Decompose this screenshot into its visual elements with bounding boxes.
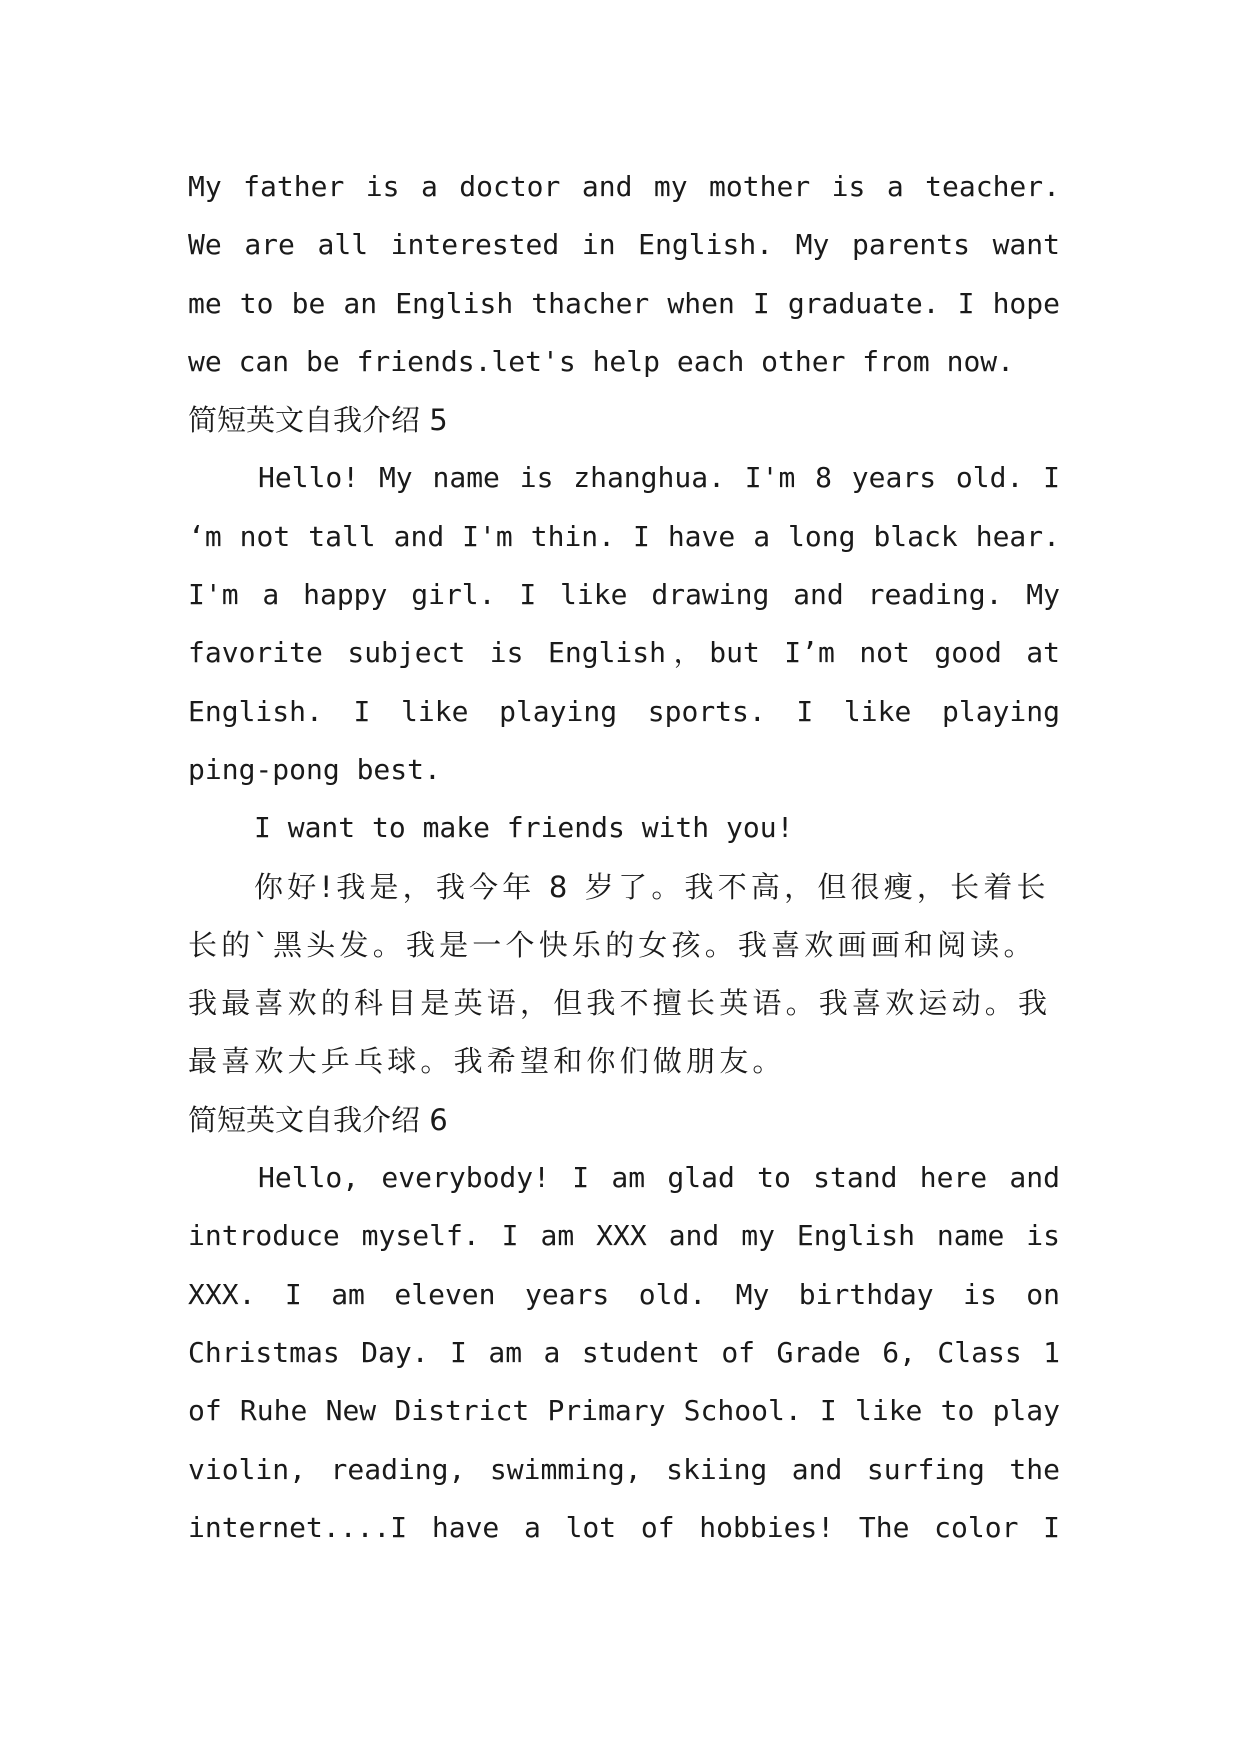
text-line: 最喜欢大乒乓球。我希望和你们做朋友。 [188,1044,786,1079]
section-heading-5: 简短英文自我介绍 5 [188,403,448,438]
text-line: Christmas Day. I am a student of Grade 6, Class 1 [188,1335,1060,1369]
text-line: I want to make friends with you! [254,811,794,845]
text-line: ping-pong best. [188,752,441,786]
text-line: Hello! My name is zhanghua. I'm 8 years old. I [258,461,1060,495]
text-line: ‘m not tall and I'm thin. I have a long black hear. [188,519,1060,553]
text-line: we can be friends.let's help each other from now. [188,344,1015,378]
text-line: We are all interested in English. My parents want [188,228,1060,262]
document-body [188,158,1060,1557]
text-line: internet....I have a lot of hobbies! The color I [188,1510,1060,1544]
text-line: of Ruhe New District Primary School. I like to play [188,1394,1060,1428]
paragraph-intro-5-chinese [188,858,1060,1091]
text-line: My father is a doctor and my mother is a teacher. [188,170,1060,203]
paragraph-intro-5-english [188,449,1060,799]
text-line: Hello, everybody! I am glad to stand here and [258,1161,1060,1195]
text-line: violin, reading, swimming, skiing and surfing the [188,1452,1060,1486]
section-heading-6: 简短英文自我介绍 6 [188,1102,448,1137]
text-line: 你好!我是，我今年 8 岁了。我不高，但很瘦，长着长 [254,869,1050,904]
text-line: I'm a happy girl. I like drawing and reading. My [188,578,1060,612]
text-line: English. I like playing sports. I like playing [188,694,1060,728]
text-line: 长的`黑头发。我是一个快乐的女孩。我喜欢画画和阅读。 [188,927,1037,962]
text-line: me to be an English thacher when I graduate. I hope [188,286,1060,320]
text-line: introduce myself. I am XXX and my English name is [188,1219,1060,1253]
paragraph-intro-6-english [188,1149,1060,1557]
text-line: 我最喜欢的科目是英语，但我不擅长英语。我喜欢运动。我 [188,986,1052,1021]
text-line: favorite subject is English，but I’m not good at [188,636,1060,670]
paragraph-intro-4-tail [188,158,1060,391]
paragraph-intro-5-closing [188,799,1060,857]
text-line: XXX. I am eleven years old. My birthday is on [188,1277,1060,1311]
